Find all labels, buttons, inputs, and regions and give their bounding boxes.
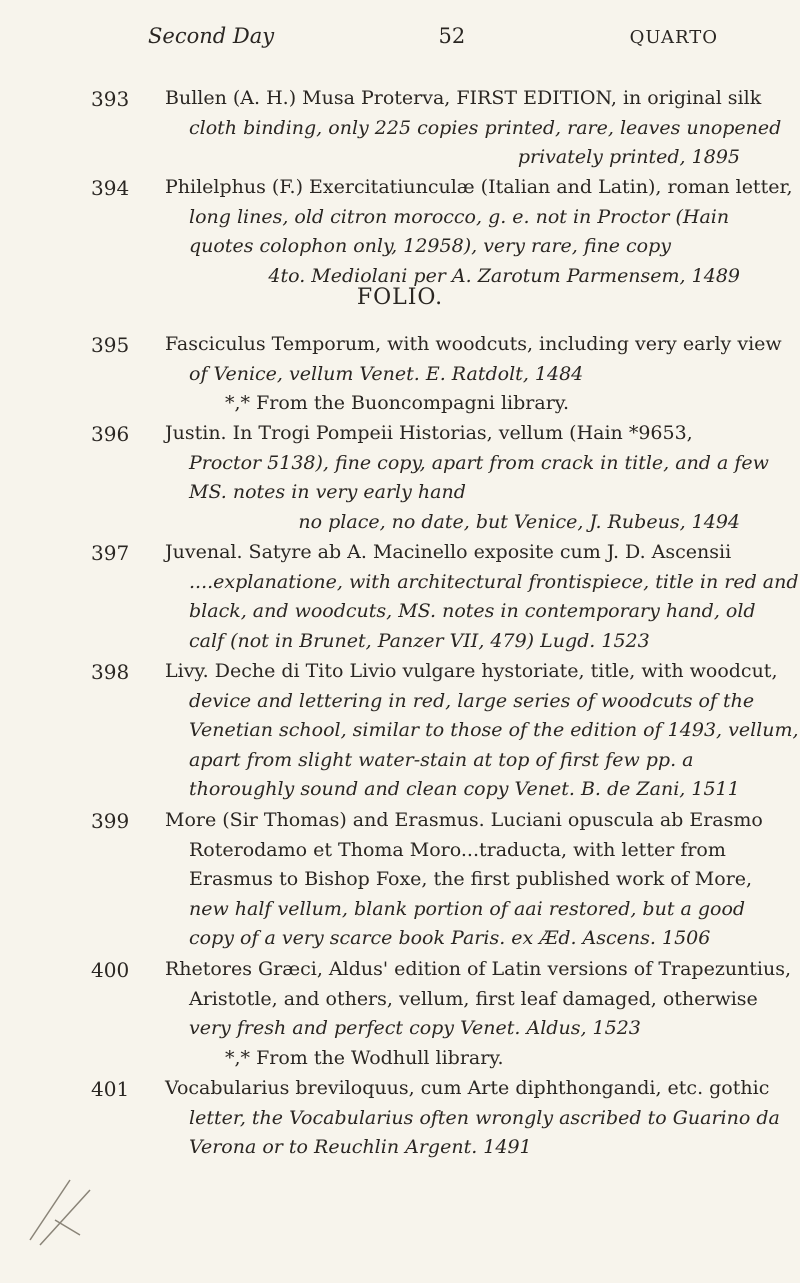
- description-line: quotes colophon only, 12958), very rare, fine copy: [189, 235, 672, 257]
- lot-description: [165, 538, 799, 656]
- description-line: *,* From the Buoncompagni library.: [225, 392, 570, 414]
- description-line: copy of a very scarce book Paris. ex Æd. Ascens. 1506: [189, 927, 711, 949]
- lot-description: [165, 806, 763, 954]
- lot-description: [165, 84, 782, 173]
- description-line: very fresh and perfect copy Venet. Aldus, 1523: [189, 1017, 641, 1039]
- description-line: Rhetores Græci, Aldus' edition of Latin versions of Trapezuntius,: [165, 958, 792, 980]
- description-line: cloth binding, only 225 copies printed, rare, leaves unopened: [189, 116, 782, 139]
- running-title: Second Day: [148, 24, 275, 48]
- description-line: Justin. In Trogi Pompeii Historias, vellum (Hain *9653,: [165, 422, 693, 444]
- format-label: QUARTO: [629, 27, 718, 48]
- description-line: Erasmus to Bishop Foxe, the first published work of More,: [189, 868, 753, 890]
- description-line: More (Sir Thomas) and Erasmus. Luciani opuscula ab Erasmo: [165, 809, 763, 831]
- description-line: Aristotle, and others, vellum, first leaf damaged, otherwise: [189, 987, 758, 1010]
- description-line: privately printed, 1895: [517, 146, 740, 168]
- description-line: of Venice, vellum Venet. E. Ratdolt, 1484: [189, 362, 584, 385]
- description-line: Juvenal. Satyre ab A. Macinello exposite cum J. D. Ascensii: [165, 541, 732, 563]
- description-line: long lines, old citron morocco, g. e. not in Proctor (Hain: [189, 205, 730, 228]
- lot-description: [165, 419, 769, 537]
- description-line: Livy. Deche di Tito Livio vulgare hystoriate, title, with woodcut,: [165, 660, 778, 682]
- description-line: device and lettering in red, large series of woodcuts of the: [189, 689, 755, 712]
- description-line: Vocabularius breviloquus, cum Arte diphthongandi, etc. gothic: [165, 1077, 770, 1099]
- description-line: Roterodamo et Thoma Moro...traducta, with letter from: [189, 838, 726, 861]
- description-line: new half vellum, blank portion of aai restored, but a good: [189, 897, 746, 920]
- description-line: ....explanatione, with architectural frontispiece, title in red and: [189, 570, 799, 593]
- description-line: no place, no date, but Venice, J. Rubeus, 1494: [298, 510, 740, 533]
- lot-number: 397: [91, 541, 130, 565]
- lot-number: 398: [91, 660, 130, 684]
- lot-number: 399: [91, 809, 130, 833]
- description-line: apart from slight water-stain at top of first few pp. a: [189, 748, 694, 771]
- lot-description: [165, 330, 782, 419]
- description-line: Philelphus (F.) Exercitatiunculæ (Italian and Latin), roman letter,: [165, 176, 793, 198]
- description-line: letter, the Vocabularius often wrongly ascribed to Guarino da: [189, 1106, 780, 1129]
- lot-number: 394: [91, 176, 130, 200]
- description-line: Proctor 5138), fine copy, apart from crack in title, and a few: [189, 451, 769, 474]
- description-line: Venetian school, similar to those of the edition of 1493, vellum,: [189, 719, 799, 741]
- description-line: *,* From the Wodhull library.: [225, 1046, 504, 1069]
- pencil-annotation-icon: [20, 1160, 110, 1250]
- lot-number: 400: [91, 958, 130, 982]
- page-header: [148, 24, 718, 48]
- description-line: Fasciculus Temporum, with woodcuts, including very early view: [165, 333, 782, 355]
- section-title: FOLIO.: [356, 285, 444, 310]
- description-line: Bullen (A. H.) Musa Proterva, FIRST EDITION, in original silk: [165, 87, 762, 109]
- page-number: 52: [438, 24, 466, 48]
- description-line: black, and woodcuts, MS. notes in contemporary hand, old: [189, 600, 756, 622]
- description-line: MS. notes in very early hand: [189, 481, 466, 503]
- description-line: 4to. Mediolani per A. Zarotum Parmensem, 1489: [268, 264, 740, 287]
- lot-number: 393: [91, 87, 130, 111]
- lot-description: [165, 657, 799, 805]
- lot-number: 401: [91, 1077, 130, 1101]
- description-line: Verona or to Reuchlin Argent. 1491: [189, 1136, 532, 1158]
- lot-number: 396: [91, 422, 130, 446]
- lot-description: [165, 955, 792, 1073]
- description-line: thoroughly sound and clean copy Venet. B. de Zani, 1511: [189, 778, 740, 800]
- description-line: calf (not in Brunet, Panzer VII, 479) Lugd. 1523: [189, 629, 650, 652]
- lot-description: [165, 173, 793, 291]
- lot-description: [165, 1074, 780, 1163]
- lot-number: 395: [91, 333, 130, 357]
